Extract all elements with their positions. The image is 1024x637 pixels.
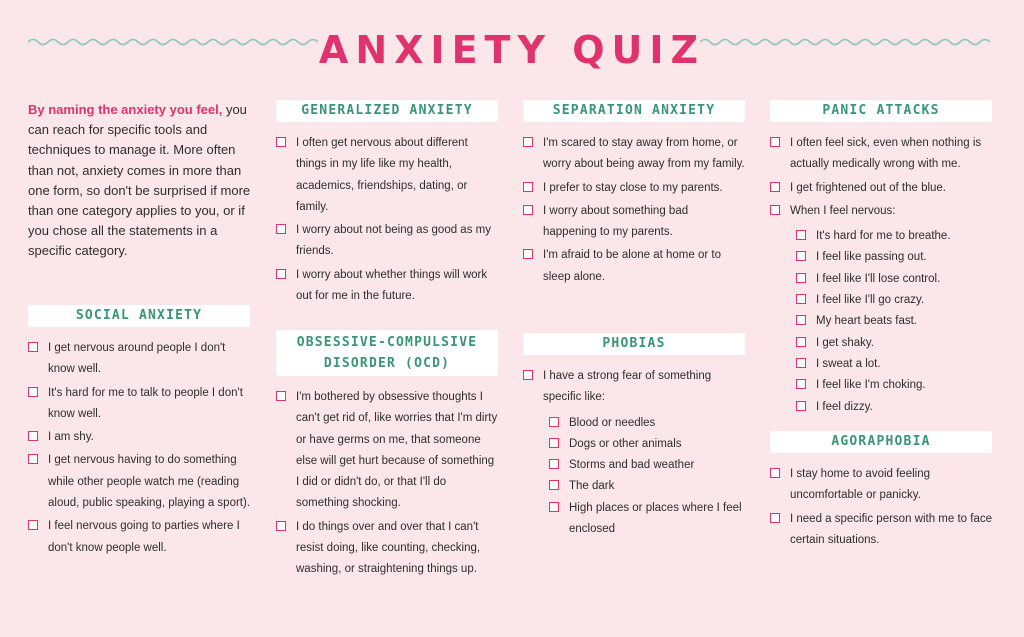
checklist-item[interactable]: I worry about whether things will work out for me in the future. — [276, 265, 498, 308]
checkbox-icon[interactable] — [28, 520, 38, 530]
checkbox-icon[interactable] — [523, 182, 533, 192]
agoraphobia-list — [770, 464, 992, 551]
generalized-anxiety-list — [276, 133, 498, 307]
checkbox-icon[interactable] — [276, 391, 286, 401]
checkbox-icon[interactable] — [796, 294, 806, 304]
checklist-item[interactable]: I do things over and over that I can't resist doing, like counting, checking, washing, or straightening things up. — [276, 517, 498, 581]
checklist-sub-item[interactable]: High places or places where I feel enclosed — [549, 498, 745, 541]
checklist-sub-item[interactable]: I sweat a lot. — [796, 354, 992, 375]
checkbox-icon[interactable] — [770, 513, 780, 523]
checkbox-icon[interactable] — [523, 370, 533, 380]
panic-attacks-section — [770, 100, 992, 418]
checkbox-icon[interactable] — [796, 358, 806, 368]
checkbox-icon[interactable] — [549, 438, 559, 448]
agoraphobia-section — [770, 431, 992, 551]
checkbox-icon[interactable] — [770, 137, 780, 147]
panic-attacks-heading: PANIC ATTACKS — [770, 100, 992, 122]
separation-anxiety-list — [523, 133, 745, 288]
checklist-sub-item[interactable]: I get shaky. — [796, 333, 992, 354]
checklist-sub-item[interactable]: Dogs or other animals — [549, 434, 745, 455]
checkbox-icon[interactable] — [796, 401, 806, 411]
checklist-item[interactable]: I get nervous around people I don't know well. — [28, 338, 250, 381]
checkbox-icon[interactable] — [549, 459, 559, 469]
checklist-item[interactable]: I worry about not being as good as my friends. — [276, 220, 498, 263]
checkbox-icon[interactable] — [796, 379, 806, 389]
ocd-section — [276, 330, 498, 581]
checklist-sub-item[interactable]: Storms and bad weather — [549, 455, 745, 476]
phobias-heading: PHOBIAS — [523, 333, 745, 355]
checklist-item[interactable]: I'm afraid to be alone at home or to sleep alone. — [523, 245, 745, 288]
agoraphobia-heading: AGORAPHOBIA — [770, 431, 992, 453]
page-title: ANXIETY QUIZ — [318, 28, 706, 72]
checklist-item[interactable]: I get nervous having to do something while other people watch me (reading aloud, public speaking, playing a sport). — [28, 450, 250, 514]
checkbox-icon[interactable] — [28, 431, 38, 441]
checkbox-icon[interactable] — [796, 230, 806, 240]
checkbox-icon[interactable] — [770, 205, 780, 215]
checklist-item[interactable]: I'm bothered by obsessive thoughts I can't get rid of, like worries that I'm dirty or have germs on me, that someone else will get hurt because of something I did or didn't do, or that I'll do something shocking. — [276, 387, 498, 515]
checklist-item[interactable]: I worry about something bad happening to my parents. — [523, 201, 745, 244]
checkbox-icon[interactable] — [770, 468, 780, 478]
separation-anxiety-section — [523, 100, 745, 288]
checkbox-icon[interactable] — [276, 521, 286, 531]
checkbox-icon[interactable] — [523, 137, 533, 147]
checkbox-icon[interactable] — [796, 315, 806, 325]
checkbox-icon[interactable] — [549, 417, 559, 427]
checkbox-icon[interactable] — [796, 251, 806, 261]
ocd-list — [276, 387, 498, 581]
checkbox-icon[interactable] — [549, 480, 559, 490]
checklist-item[interactable]: I have a strong fear of something specific like: — [523, 366, 745, 409]
checklist-item[interactable]: I prefer to stay close to my parents. — [523, 178, 745, 199]
ocd-heading: OBSESSIVE-COMPULSIVE DISORDER (OCD) — [276, 330, 498, 376]
checklist-item[interactable]: I often feel sick, even when nothing is actually medically wrong with me. — [770, 133, 992, 176]
checklist-sub-item[interactable]: Blood or needles — [549, 413, 745, 434]
panic-attacks-sub-list — [770, 226, 992, 418]
checklist-item[interactable]: I feel nervous going to parties where I don't know people well. — [28, 516, 250, 559]
social-anxiety-list — [28, 338, 250, 559]
phobias-section — [523, 333, 745, 540]
phobias-sub-list — [523, 413, 745, 541]
generalized-anxiety-heading: GENERALIZED ANXIETY — [276, 100, 498, 122]
checklist-sub-item[interactable]: My heart beats fast. — [796, 311, 992, 332]
checklist-item[interactable]: I am shy. — [28, 427, 250, 448]
checklist-item[interactable]: I'm scared to stay away from home, or worry about being away from my family. — [523, 133, 745, 176]
checklist-sub-item[interactable]: I feel like I'll go crazy. — [796, 290, 992, 311]
checkbox-icon[interactable] — [796, 337, 806, 347]
checklist-item[interactable]: I stay home to avoid feeling uncomfortable or panicky. — [770, 464, 992, 507]
right-wavy-line — [700, 36, 996, 48]
social-anxiety-heading: SOCIAL ANXIETY — [28, 305, 250, 327]
checklist-sub-item[interactable]: I feel like I'll lose control. — [796, 269, 992, 290]
checkbox-icon[interactable] — [796, 273, 806, 283]
phobias-list — [523, 366, 745, 409]
intro-lead: By naming the anxiety you feel, — [28, 102, 223, 117]
checklist-sub-item[interactable]: I feel like I'm choking. — [796, 375, 992, 396]
checkbox-icon[interactable] — [523, 249, 533, 259]
checklist-sub-item[interactable]: The dark — [549, 476, 745, 497]
checkbox-icon[interactable] — [770, 182, 780, 192]
checklist-item[interactable]: I get frightened out of the blue. — [770, 178, 992, 199]
checklist-item[interactable]: I often get nervous about different things in my life like my health, academics, friendships, dating, or family. — [276, 133, 498, 218]
checkbox-icon[interactable] — [276, 137, 286, 147]
generalized-anxiety-section — [276, 100, 498, 307]
separation-anxiety-heading: SEPARATION ANXIETY — [523, 100, 745, 122]
panic-attacks-list — [770, 133, 992, 222]
checkbox-icon[interactable] — [28, 387, 38, 397]
intro-body: you can reach for specific tools and techniques to manage it. More often than not, anxiety comes in more than one form, so don't be surprised if more than one category applies to you, or if you chose all the statements in a specific category. — [28, 102, 251, 259]
checkbox-icon[interactable] — [276, 224, 286, 234]
social-anxiety-section — [28, 305, 250, 559]
checkbox-icon[interactable] — [28, 342, 38, 352]
checklist-sub-item[interactable]: I feel dizzy. — [796, 397, 992, 418]
checkbox-icon[interactable] — [28, 454, 38, 464]
checklist-item[interactable]: I need a specific person with me to face certain situations. — [770, 509, 992, 552]
checkbox-icon[interactable] — [276, 269, 286, 279]
checkbox-icon[interactable] — [523, 205, 533, 215]
intro-text — [28, 100, 258, 262]
checklist-sub-item[interactable]: I feel like passing out. — [796, 247, 992, 268]
checklist-item[interactable]: It's hard for me to talk to people I don't know well. — [28, 383, 250, 426]
checklist-item[interactable]: When I feel nervous: — [770, 201, 992, 222]
checklist-sub-item[interactable]: It's hard for me to breathe. — [796, 226, 992, 247]
checkbox-icon[interactable] — [549, 502, 559, 512]
